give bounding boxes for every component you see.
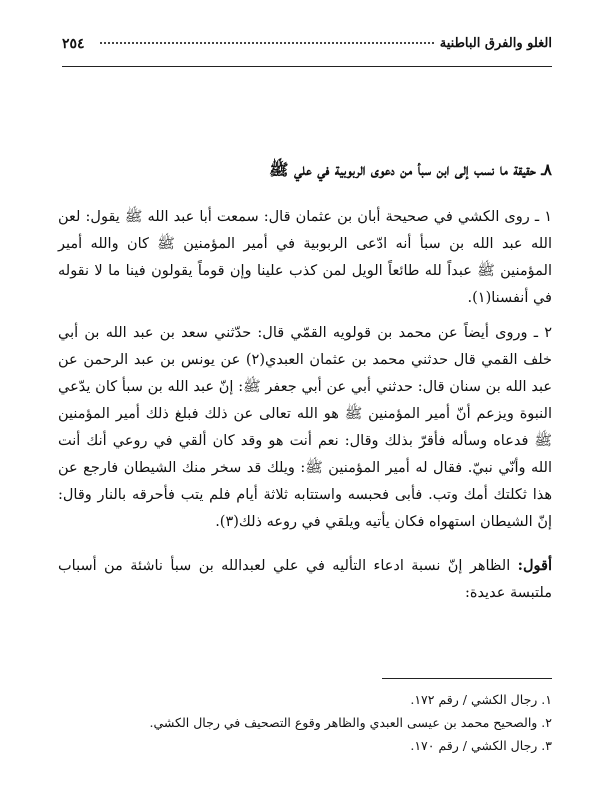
header-dot-leader <box>100 42 434 44</box>
paragraph-text: الظاهر إنّ نسبة ادعاء التأليه في علي لعبدالله بن سبأ ناشئة من أسباب ملتبسة عديدة: <box>58 558 552 601</box>
paragraph-text: ٢ ـ وروى أيضاً عن محمد بن قولويه القمّي قال: حدّثني سعد بن عبد الله بن أبي خلف القمي قال حدثني محمد بن عثمان العبدي(٢) عن يونس بن عبد الرحمن عن عبد الله بن سنان قال: حدثني أبي عن أبي جعفر ﷺ: إنّ عبد الله بن سبأ كان يدّعي النبوة ويزعم أنّ أمير المؤمنين ﷺ هو الله تعالى عن ذلك فبلغ ذلك أمير المؤمنين ﷺ فدعاه وسأله فأقرّ بذلك وقال: نعم أنت هو وقد كان ألقي في روعي أنك أنت الله وأنّي نبيّ. فقال له أمير المؤمنين ﷺ: ويلك قد سخر منك الشيطان فارجع عن هذا ثكلتك أمك وتب. فأبى فحبسه واستتابه ثلاثة أيام فلم يتب فأحرقه بالنار وقال: إنّ الشيطان استهواه فكان يأتيه ويلقي في روعه ذلك(٣). <box>58 325 552 530</box>
footnote-1: ١. رجال الكشي / رقم ١٧٢. <box>410 692 552 707</box>
footnote-separator <box>382 678 552 679</box>
running-title: الغلو والفرق الباطنية <box>439 36 552 51</box>
page-number: ٢٥٤ <box>62 36 85 52</box>
paragraph-3 <box>58 552 552 607</box>
footnote-2: ٢. والصحيح محمد بن عيسى العبدي والظاهر وقوع التصحيف في رجال الكشي. <box>149 715 552 730</box>
paragraph-text: ١ ـ روى الكشي في صحيحة أبان بن عثمان قال: سمعت أبا عبد الله ﷺ يقول: لعن الله عبد الله بن سبأ أنه ادّعى الربوبية في أمير المؤمنين ﷺ كان والله أمير المؤمنين ﷺ عبداً لله طائعاً الويل لمن كذب علينا وإن قوماً يقولون فينا ما لا نقوله في أنفسنا(١). <box>58 209 552 306</box>
page-header <box>62 30 552 67</box>
footnotes <box>60 688 552 757</box>
paragraph-lead: أقول: <box>517 557 552 574</box>
paragraph-2 <box>58 319 552 536</box>
footnote-3: ٣. رجال الكشي / رقم ١٧٠. <box>410 738 552 753</box>
section-title: ٨ـ حقيقة ما نسب إلى ابن سبأ من دعوى الربوبية في علي ﷺ <box>269 160 552 179</box>
paragraph-1 <box>58 203 552 312</box>
